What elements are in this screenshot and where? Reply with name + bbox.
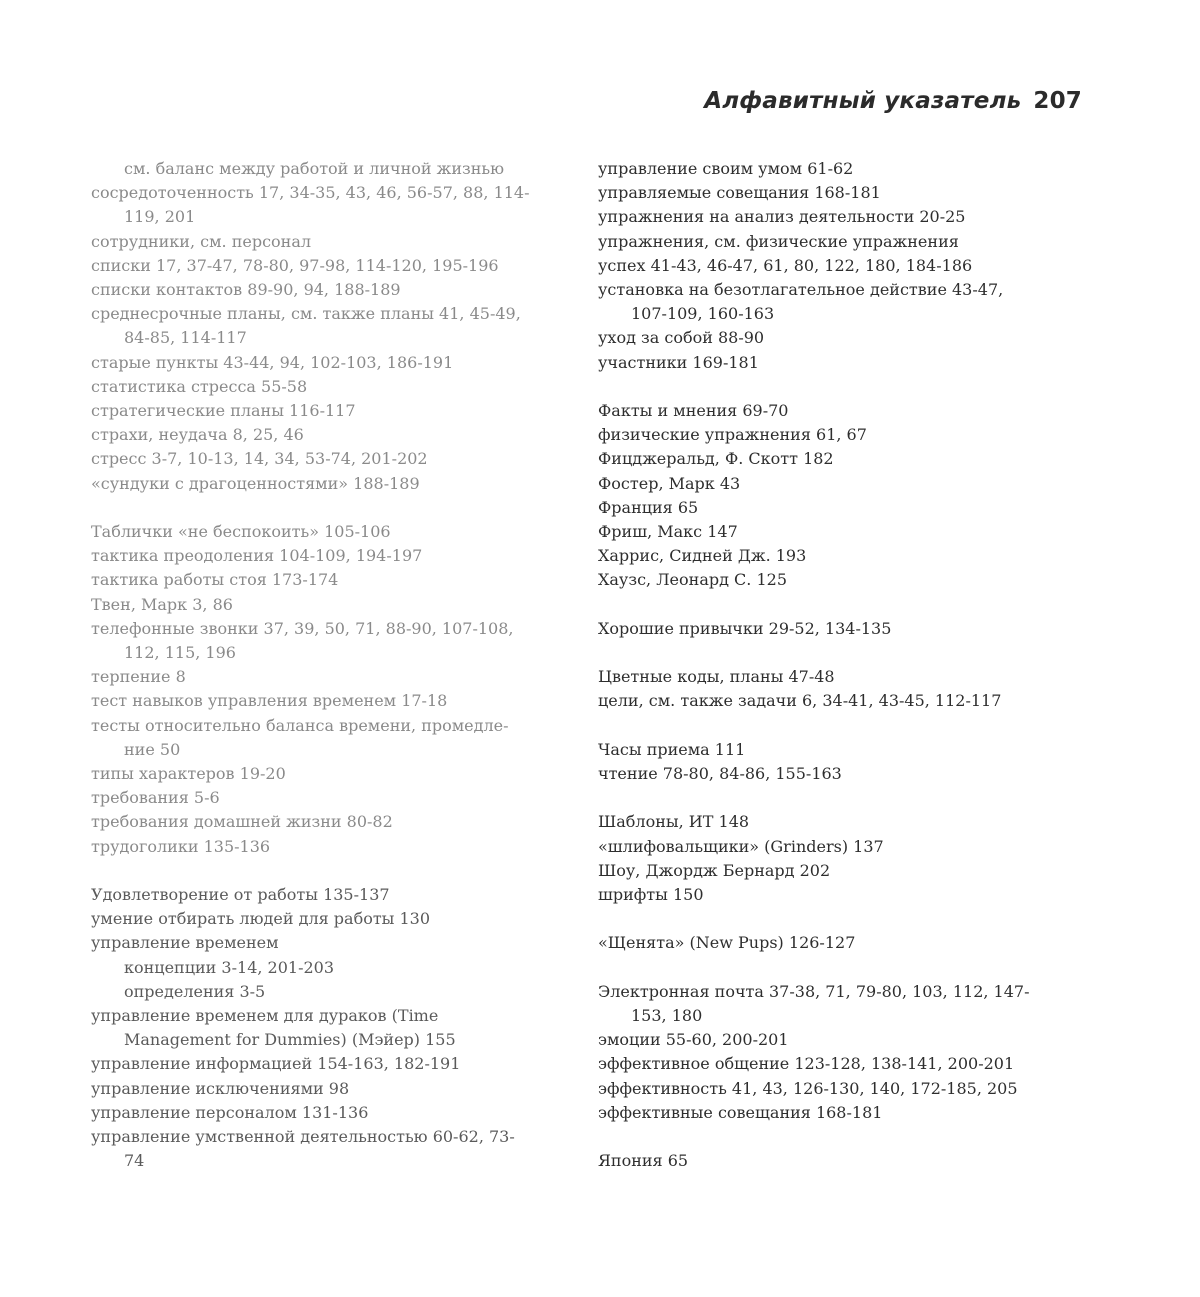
index-entry: упражнения на анализ деятельности 20-25 [598, 207, 966, 227]
index-entry: шрифты 150 [598, 885, 704, 905]
letter-group-gap [598, 641, 1088, 665]
index-entry: «шлифовальщики» (Grinders) 137 [598, 836, 884, 856]
header-page-number: 207 [1033, 88, 1082, 114]
index-entry: Факты и мнения 69-70 [598, 401, 789, 421]
index-entry: управление своим умом 61-62 [598, 159, 854, 178]
index-entry: стресс 3-7, 10-13, 14, 34, 53-74, 201-202 [91, 449, 428, 469]
letter-group-gap [598, 1125, 1088, 1149]
index-entry: стратегические планы 116-117 [91, 401, 356, 421]
letter-group-gap [598, 375, 1088, 399]
index-entry: тест навыков управления временем 17-18 [91, 691, 448, 711]
index-entry: уход за собой 88-90 [598, 328, 765, 348]
index-entry: управление персоналом 131-136 [91, 1102, 369, 1122]
index-entry: Харрис, Сидней Дж. 193 [598, 546, 807, 566]
index-entry: управление исключениями 98 [91, 1078, 350, 1098]
index-entry: физические упражнения 61, 67 [598, 425, 867, 445]
index-entry-continuation: ние 50 [124, 739, 181, 759]
index-entry-continuation: 112, 115, 196 [124, 643, 236, 663]
index-entry: чтение 78-80, 84-86, 155-163 [598, 764, 842, 784]
index-entry: тактика работы стоя 173-174 [91, 570, 339, 590]
index-entry-continuation: Management for Dummies) (Мэйер) 155 [124, 1030, 456, 1050]
index-entry: успех 41-43, 46-47, 61, 80, 122, 180, 184-186 [598, 255, 973, 275]
index-entry: Фостер, Марк 43 [598, 473, 741, 493]
index-entry: трудоголики 135-136 [91, 836, 271, 856]
letter-group-gap [598, 593, 1088, 617]
running-header [704, 88, 1082, 114]
index-entry: «сундуки с драгоценностями» 188-189 [91, 473, 420, 493]
index-entry: среднесрочные планы, см. также планы 41, 45-49, [91, 304, 521, 324]
index-entry: Цветные коды, планы 47-48 [598, 667, 835, 687]
index-entry: Фриш, Макс 147 [598, 522, 738, 542]
index-entry: терпение 8 [91, 667, 186, 687]
letter-group-gap [91, 859, 571, 883]
index-entry: Япония 65 [598, 1151, 689, 1171]
index-entry: «Щенята» (New Pups) 126-127 [598, 933, 856, 953]
index-entry: управление временем [91, 933, 279, 953]
letter-group-gap [598, 907, 1088, 931]
index-entry: эмоции 55-60, 200-201 [598, 1030, 789, 1050]
index-entry: установка на безотлагательное действие 43-47, [598, 280, 1004, 300]
index-column-right [598, 157, 1088, 1173]
index-entry: сосредоточенность 17, 34-35, 43, 46, 56-57, 88, 114- [91, 183, 530, 203]
index-entry: Шоу, Джордж Бернард 202 [598, 860, 831, 880]
index-entry-continuation: 153, 180 [631, 1006, 703, 1025]
index-entry: управляемые совещания 168-181 [598, 183, 881, 203]
header-title: Алфавитный указатель [704, 88, 1022, 114]
index-entry: тесты относительно баланса времени, промедле- [91, 715, 509, 735]
letter-group-gap [598, 714, 1088, 738]
index-entry: Шаблоны, ИТ 148 [598, 812, 750, 832]
index-column-left [91, 157, 571, 1174]
index-entry: требования 5-6 [91, 788, 220, 808]
letter-group-gap [598, 786, 1088, 810]
index-entry: страхи, неудача 8, 25, 46 [91, 425, 304, 445]
index-entry: Франция 65 [598, 497, 699, 517]
index-entry: Хаузс, Леонард С. 125 [598, 570, 787, 590]
index-entry-continuation: 84-85, 114-117 [124, 328, 247, 348]
index-entry: Фицджеральд, Ф. Скотт 182 [598, 449, 834, 469]
index-entry-continuation: 119, 201 [124, 207, 196, 227]
index-entry: типы характеров 19-20 [91, 764, 286, 784]
index-entry: Электронная почта 37-38, 71, 79-80, 103, 112, 147- [598, 981, 1030, 1001]
letter-group-gap [598, 956, 1088, 980]
index-entry-continuation: 74 [124, 1151, 145, 1171]
index-subentry: концепции 3-14, 201-203 [124, 957, 335, 977]
index-entry: списки контактов 89-90, 94, 188-189 [91, 280, 401, 300]
index-entry: требования домашней жизни 80-82 [91, 812, 393, 832]
index-entry: сотрудники, см. персонал [91, 231, 312, 251]
index-entry: эффективное общение 123-128, 138-141, 200-201 [598, 1054, 1015, 1074]
index-entry-continuation: 107-109, 160-163 [631, 304, 775, 324]
index-entry: Часы приема 111 [598, 739, 746, 759]
index-entry: цели, см. также задачи 6, 34-41, 43-45, 112-117 [598, 691, 1002, 711]
index-entry: управление умственной деятельностью 60-62, 73- [91, 1127, 515, 1147]
index-entry: списки 17, 37-47, 78-80, 97-98, 114-120, 195-196 [91, 255, 499, 275]
index-entry: статистика стресса 55-58 [91, 376, 308, 396]
index-entry: старые пункты 43-44, 94, 102-103, 186-191 [91, 352, 454, 372]
index-entry: умение отбирать людей для работы 130 [91, 909, 431, 929]
index-entry: Твен, Марк 3, 86 [91, 594, 233, 614]
index-entry: эффективность 41, 43, 126-130, 140, 172-185, 205 [598, 1078, 1018, 1098]
index-entry: управление временем для дураков (Time [91, 1006, 439, 1026]
index-entry: участники 169-181 [598, 352, 759, 372]
index-entry: телефонные звонки 37, 39, 50, 71, 88-90, 107-108, [91, 618, 514, 638]
index-subentry: см. баланс между работой и личной жизнью [124, 159, 505, 178]
index-entry: упражнения, см. физические упражнения [598, 231, 959, 251]
index-entry: Таблички «не беспокоить» 105-106 [91, 522, 391, 542]
index-entry: Хорошие привычки 29-52, 134-135 [598, 618, 892, 638]
index-entry: Удовлетворение от работы 135-137 [91, 885, 390, 905]
index-entry: эффективные совещания 168-181 [598, 1102, 883, 1122]
letter-group-gap [91, 496, 571, 520]
index-entry: тактика преодоления 104-109, 194-197 [91, 546, 423, 566]
index-subentry: определения 3-5 [124, 981, 266, 1001]
index-entry: управление информацией 154-163, 182-191 [91, 1054, 461, 1074]
